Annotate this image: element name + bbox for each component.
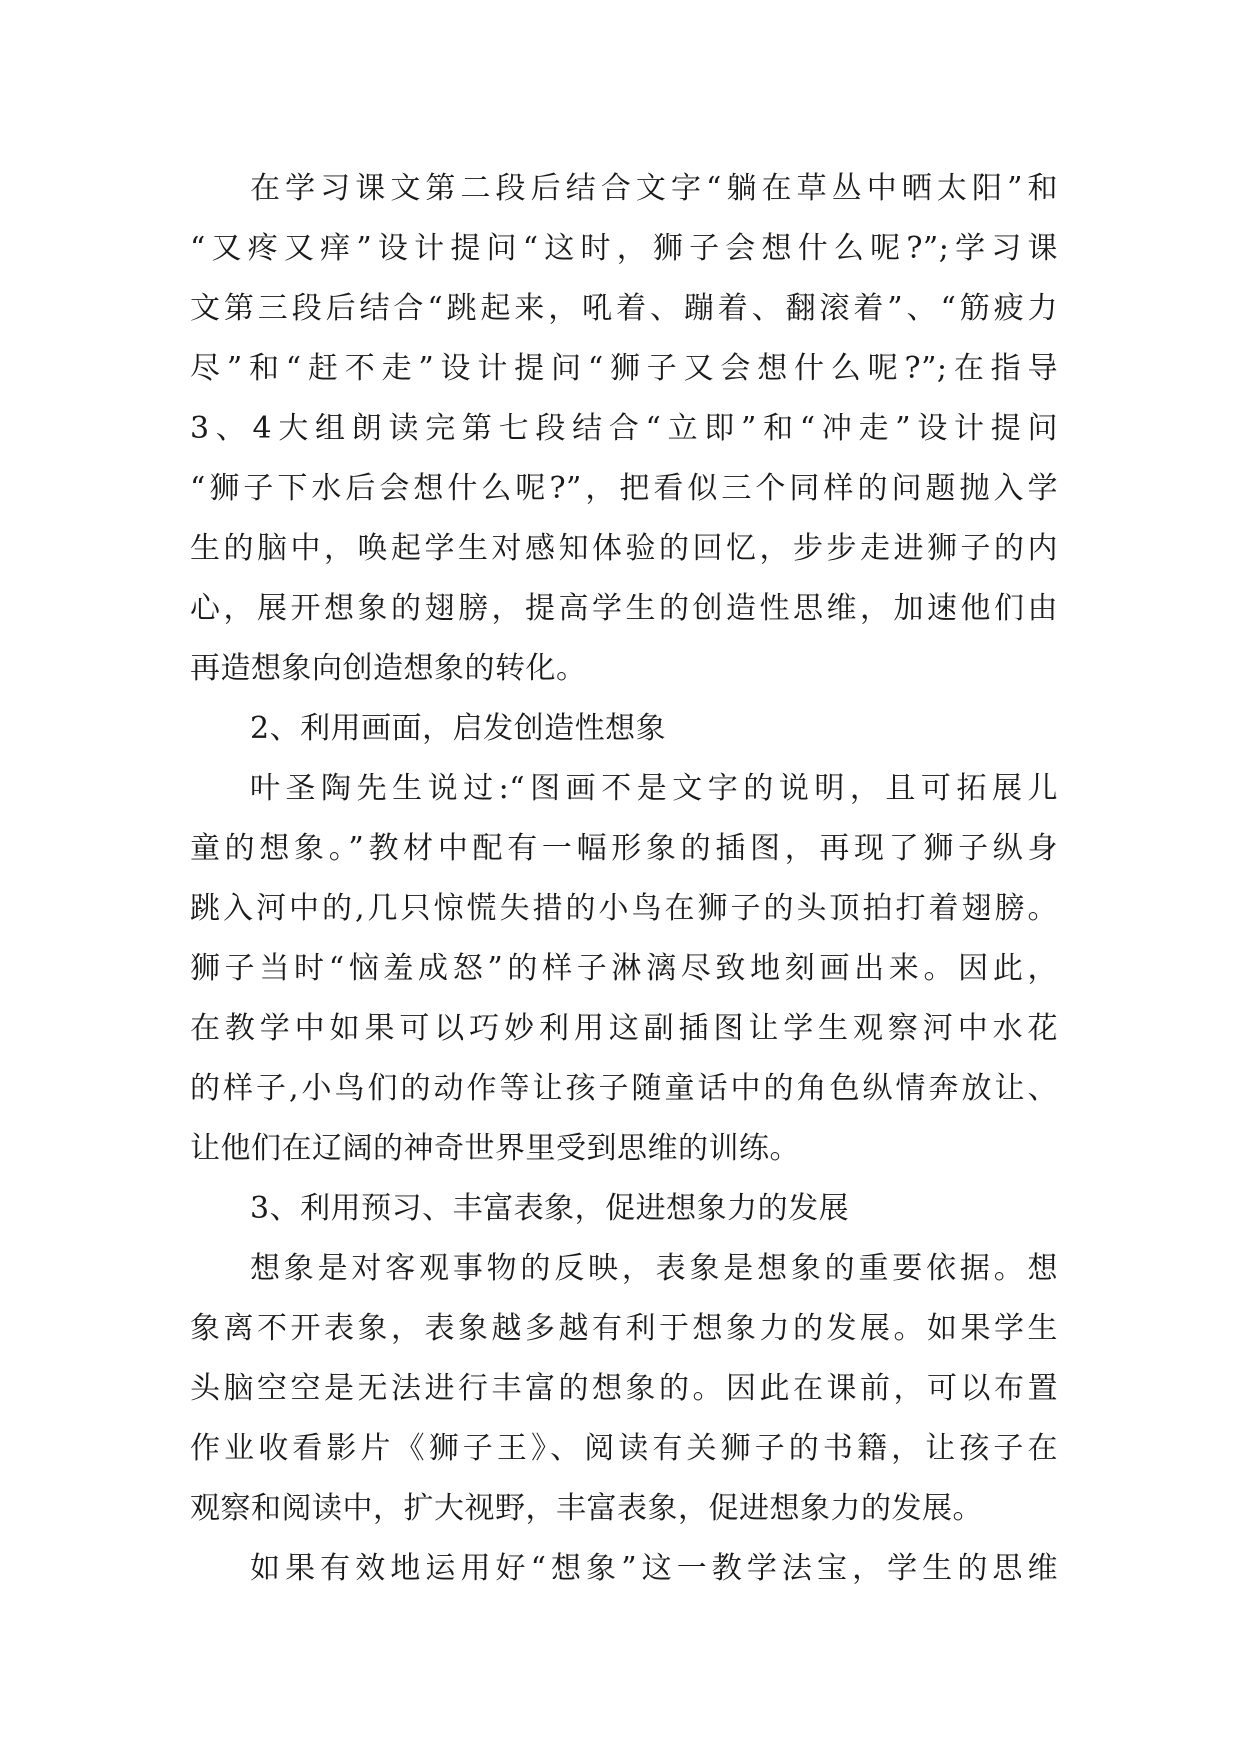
paragraph-line: 3、4大组朗读完第七段结合“立即”和“冲走”设计提问 <box>190 411 1058 446</box>
paragraph-line: 生的脑中，唤起学生对感知体验的回忆，步步走进狮子的内 <box>190 531 1058 566</box>
paragraph-line: “又疼又痒”设计提问“这时，狮子会想什么呢?”;学习课 <box>190 231 1058 266</box>
paragraph-line: “狮子下水后会想什么呢?”，把看似三个同样的问题抛入学 <box>190 471 1058 506</box>
paragraph-line: 让他们在辽阔的神奇世界里受到思维的训练。 <box>190 1131 800 1166</box>
paragraph-line: 叶圣陶先生说过:“图画不是文字的说明，且可拓展儿 <box>250 771 1058 806</box>
paragraph-line: 在教学中如果可以巧妙利用这副插图让学生观察河中水花 <box>190 1011 1058 1046</box>
paragraph-line: 观察和阅读中，扩大视野，丰富表象，促进想象力的发展。 <box>190 1491 983 1526</box>
paragraph-line: 狮子当时“恼羞成怒”的样子淋漓尽致地刻画出来。因此， <box>190 951 1058 986</box>
paragraph-line: 童的想象。”教材中配有一幅形象的插图，再现了狮子纵身 <box>190 831 1058 866</box>
paragraph-line: 再造想象向创造想象的转化。 <box>190 651 587 686</box>
paragraph-line: 想象是对客观事物的反映，表象是想象的重要依据。想 <box>250 1251 1058 1286</box>
paragraph-line: 如果有效地运用好“想象”这一教学法宝，学生的思维 <box>250 1551 1058 1586</box>
section-heading: 2、利用画面，启发创造性想象 <box>250 711 667 746</box>
paragraph-line: 跳入河中的,几只惊慌失措的小鸟在狮子的头顶拍打着翅膀。 <box>190 891 1058 926</box>
paragraph-line: 在学习课文第二段后结合文字“躺在草丛中晒太阳”和 <box>250 171 1058 206</box>
paragraph-line: 尽”和“赶不走”设计提问“狮子又会想什么呢?”;在指导 <box>190 351 1058 386</box>
paragraph-line: 心，展开想象的翅膀，提高学生的创造性思维，加速他们由 <box>190 591 1058 626</box>
paragraph-line: 头脑空空是无法进行丰富的想象的。因此在课前，可以布置 <box>190 1371 1058 1406</box>
section-heading: 3、利用预习、丰富表象，促进想象力的发展 <box>250 1191 850 1226</box>
paragraph-line: 作业收看影片《狮子王》、阅读有关狮子的书籍，让孩子在 <box>190 1431 1058 1466</box>
paragraph-line: 的样子,小鸟们的动作等让孩子随童话中的角色纵情奔放让、 <box>190 1071 1058 1106</box>
paragraph-line: 文第三段后结合“跳起来，吼着、蹦着、翻滚着”、“筋疲力 <box>190 291 1058 326</box>
paragraph-line: 象离不开表象，表象越多越有利于想象力的发展。如果学生 <box>190 1311 1058 1346</box>
document-body <box>190 159 1058 1599</box>
